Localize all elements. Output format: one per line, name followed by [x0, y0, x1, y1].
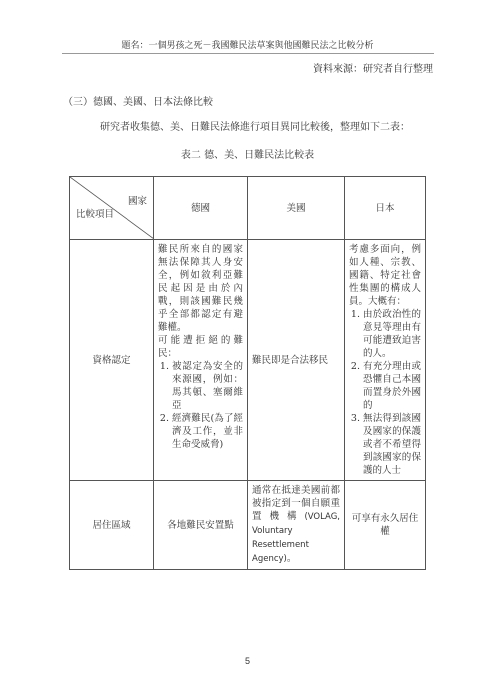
- list-item: 1. 由於政治性的意見等理由有可能遭致迫害的人。: [363, 308, 421, 360]
- table-row: [70, 481, 426, 570]
- table-header-row: [70, 177, 426, 240]
- japan-eligibility-list: [349, 308, 421, 477]
- comparison-table: [69, 176, 426, 570]
- row-label-residence: 居住區域: [70, 481, 154, 570]
- cell-usa-eligibility: 難民即是合法移民: [248, 240, 345, 481]
- germany-eligibility-intro: 難民所來自的國家無法保障其人身安全，例如敘利亞難民起因是由於內戰，則該國難民幾乎全部都認定有避難權。: [158, 244, 243, 333]
- intro-paragraph: 研究者收集德、美、日難民法條進行項目異同比較後，整理如下二表：: [100, 122, 410, 133]
- list-item: 2. 經濟難民(為了經濟及工作，並非生命受威脅): [172, 412, 243, 451]
- row-label-eligibility: 資格認定: [70, 240, 154, 481]
- column-header-germany: 德國: [154, 177, 248, 240]
- table-corner-cell: [70, 177, 154, 240]
- usa-residence-end: 。: [286, 553, 297, 564]
- cell-usa-residence: [248, 481, 345, 570]
- running-header: 題名：一個男孩之死－我國難民法草案與他國難民法之比較分析: [121, 41, 374, 51]
- cell-japan-eligibility: [345, 240, 426, 481]
- usa-residence-text: 通常在抵達美國前都被指定到一個自願重置機構: [252, 485, 340, 522]
- germany-reject-intro: 可能遭拒絕的難民：: [158, 335, 243, 359]
- column-header-usa: 美國: [248, 177, 345, 240]
- page-number: 5: [244, 656, 250, 666]
- list-item: 3. 無法得到該國及國家的保護或者不希望得到該國家的保護的人士: [363, 412, 421, 477]
- germany-reject-list: [158, 360, 243, 451]
- column-header-japan: 日本: [345, 177, 426, 240]
- source-note: 資料來源：研究者自行整理: [313, 64, 433, 75]
- corner-label-item: 比較項目: [76, 209, 115, 220]
- list-item: 2. 有充分理由或恐懼自己本國而置身於外國的: [363, 360, 421, 412]
- volag-name: (VOLAG, Voluntary Resettlement Agency): [252, 512, 340, 564]
- list-item: 1. 被認定為安全的來源國，例如：馬其頓、塞爾維亞: [172, 360, 243, 412]
- cell-japan-residence: 可享有永久居住權: [345, 481, 426, 570]
- corner-label-country: 國家: [127, 196, 147, 207]
- cell-germany-eligibility: [154, 240, 248, 481]
- section-heading: （三）德國、美國、日本法條比較: [63, 97, 213, 108]
- table-caption: 表二 德、美、日難民法比較表: [180, 150, 315, 161]
- table-row: [70, 240, 426, 481]
- header-rule: [62, 53, 434, 54]
- japan-eligibility-intro: 考慮多面向，例如人種、宗教、國籍、特定社會性集團的構成人員。大概有：: [349, 244, 421, 307]
- cell-germany-residence: 各地難民安置點: [154, 481, 248, 570]
